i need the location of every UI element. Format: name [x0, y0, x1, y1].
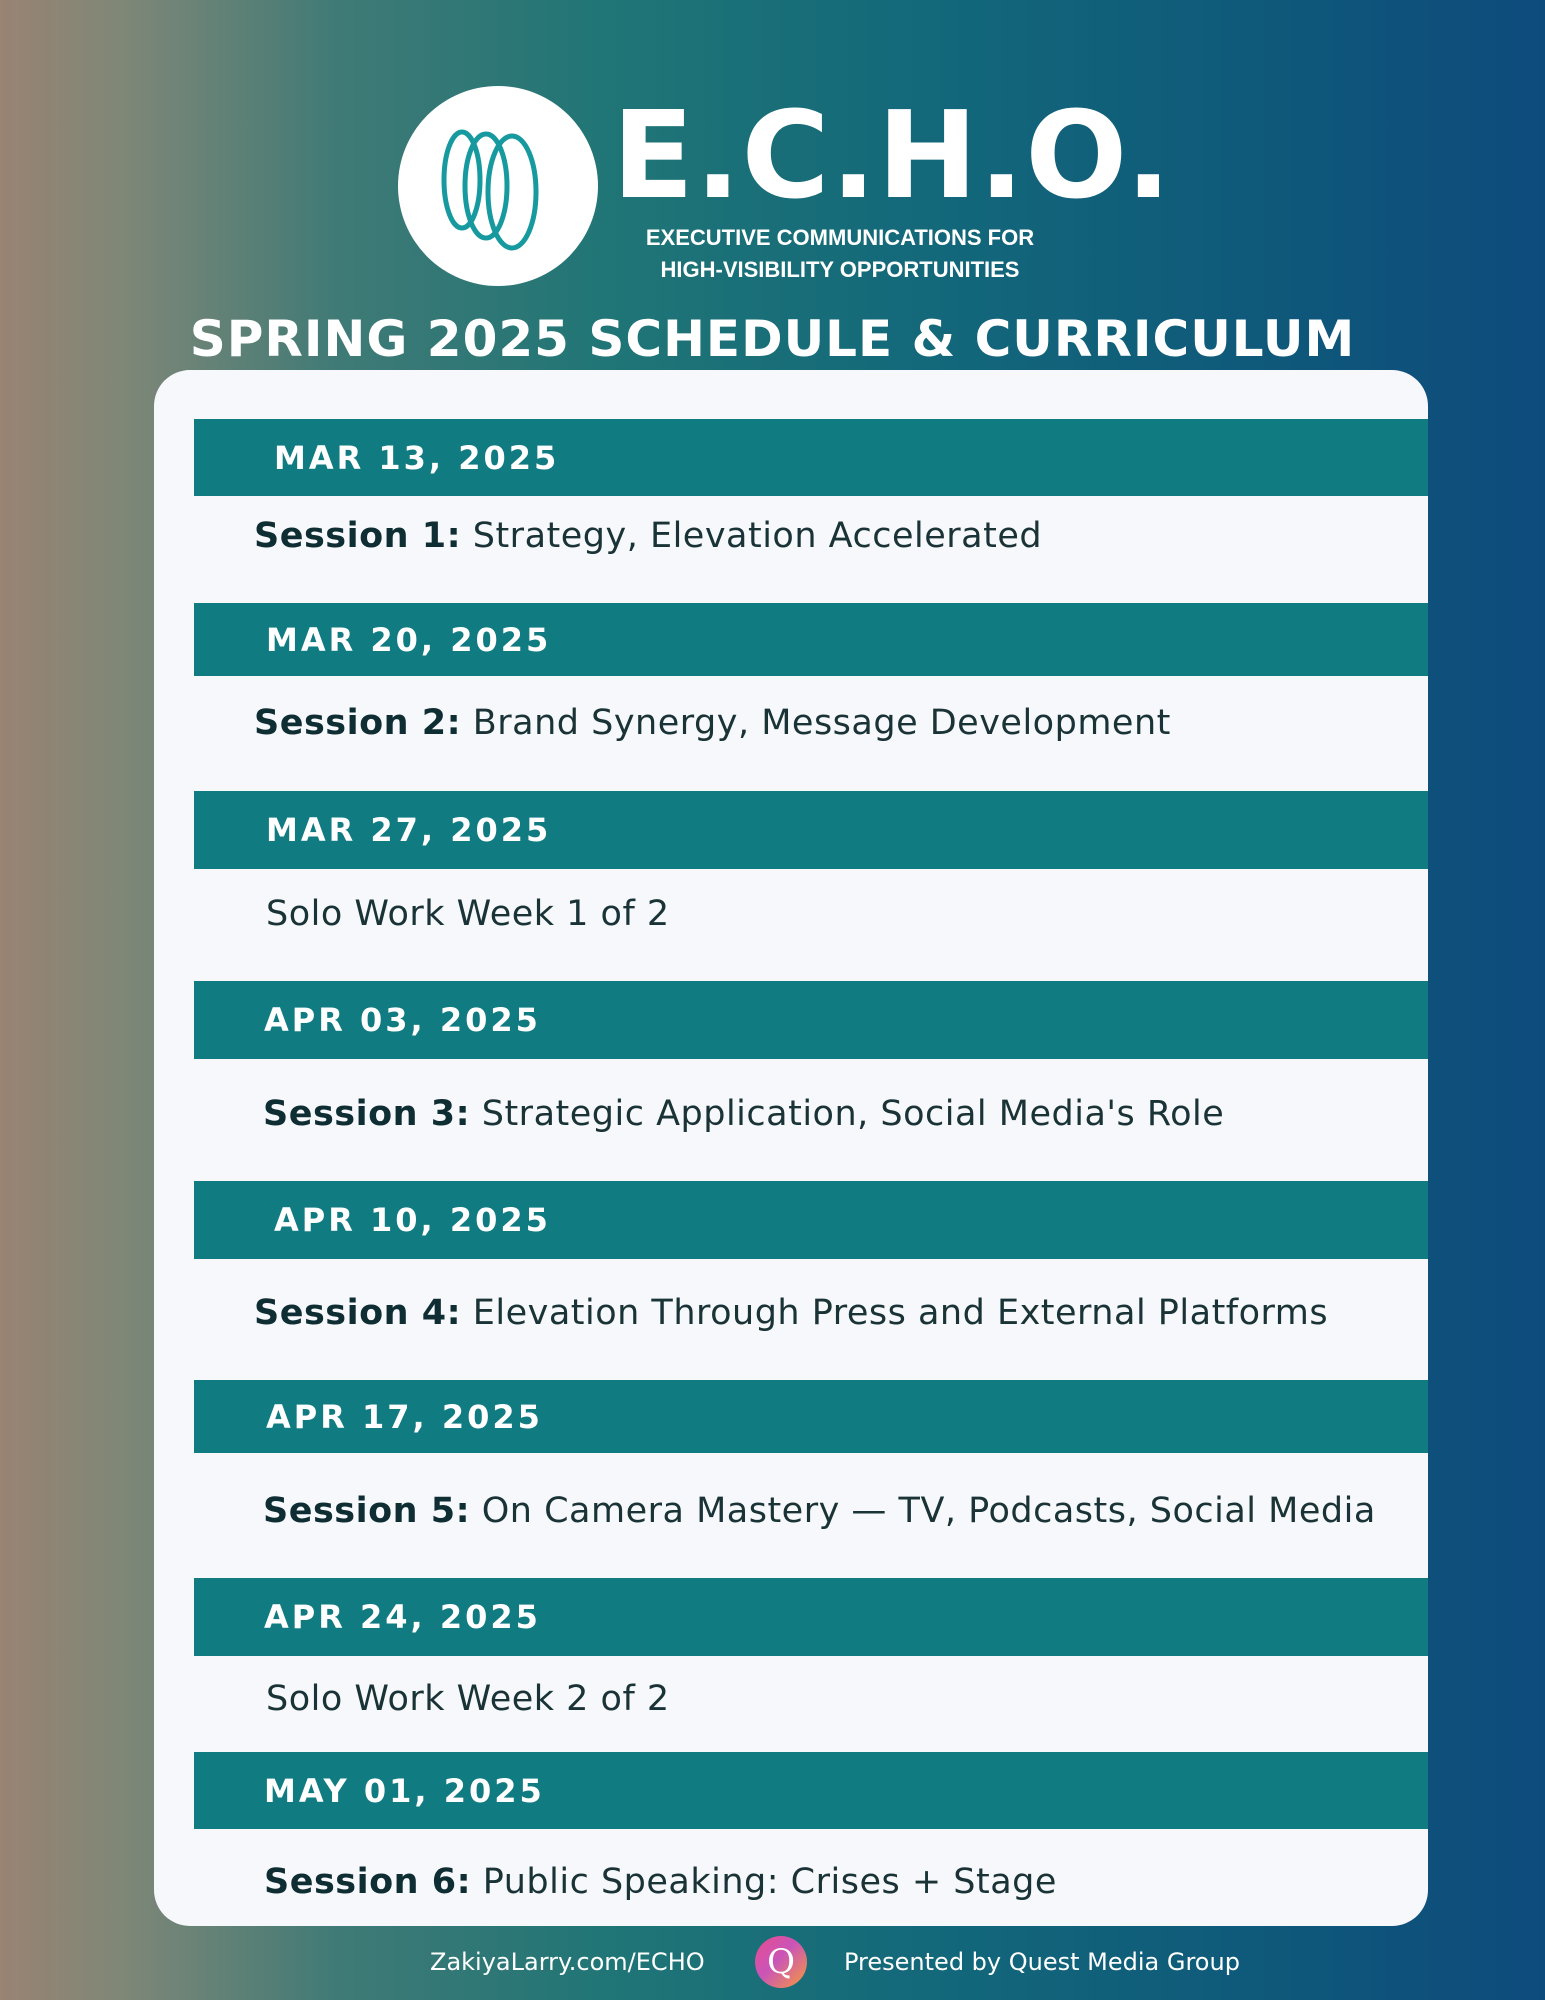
session-label: Session 6: — [264, 1862, 472, 1902]
page-title: SPRING 2025 SCHEDULE & CURRICULUM — [189, 310, 1356, 368]
session-label: Session 3: — [263, 1094, 471, 1134]
date-bar — [194, 603, 1428, 676]
footer-presented-by: Presented by Quest Media Group — [844, 1948, 1240, 1976]
date-label: APR 03, 2025 — [264, 1001, 541, 1039]
session-row — [263, 1489, 1376, 1533]
session-topic: Solo Work Week 1 of 2 — [266, 894, 670, 934]
session-row — [254, 701, 1171, 745]
date-bar — [194, 1752, 1428, 1829]
echo-logo-mark — [398, 86, 598, 286]
session-topic: Strategic Application, Social Media's Role — [470, 1094, 1225, 1134]
date-label: MAR 20, 2025 — [266, 620, 552, 659]
session-row — [266, 1677, 670, 1721]
date-bar — [194, 1578, 1428, 1656]
date-bar — [194, 419, 1428, 496]
session-label: Session 4: — [254, 1293, 462, 1333]
session-topic: Solo Work Week 2 of 2 — [266, 1679, 670, 1719]
session-row — [266, 892, 670, 936]
date-bar — [194, 1181, 1428, 1259]
date-label: MAY 01, 2025 — [264, 1771, 545, 1810]
brand-name: E.C.H.O. — [612, 87, 1173, 226]
quest-logo-icon: Q — [755, 1936, 807, 1988]
session-label: Session 1: — [254, 516, 462, 556]
date-label: APR 24, 2025 — [264, 1598, 541, 1636]
date-bar — [194, 791, 1428, 869]
ellipses-icon — [398, 86, 598, 286]
session-row — [254, 514, 1042, 558]
session-row — [264, 1860, 1057, 1904]
date-label: APR 10, 2025 — [274, 1201, 551, 1239]
brand-tagline-line2: HIGH-VISIBILITY OPPORTUNITIES — [660, 257, 1020, 282]
session-topic: Strategy, Elevation Accelerated — [461, 516, 1043, 556]
session-label: Session 2: — [254, 703, 462, 743]
session-label: Session 5: — [263, 1491, 471, 1531]
session-topic: Elevation Through Press and External Platforms — [461, 1293, 1329, 1333]
session-topic: On Camera Mastery — TV, Podcasts, Social Media — [470, 1491, 1376, 1531]
date-label: MAR 27, 2025 — [266, 811, 552, 849]
session-row — [263, 1092, 1224, 1136]
session-topic: Brand Synergy, Message Development — [461, 703, 1171, 743]
brand-tagline-line1: EXECUTIVE COMMUNICATIONS FOR — [645, 225, 1035, 250]
session-topic: Public Speaking: Crises + Stage — [471, 1862, 1057, 1902]
date-bar — [194, 981, 1428, 1059]
session-row — [254, 1291, 1328, 1335]
brand-tagline — [592, 222, 1088, 286]
date-bar — [194, 1380, 1428, 1453]
footer-website[interactable]: ZakiyaLarry.com/ECHO — [430, 1948, 705, 1976]
date-label: APR 17, 2025 — [266, 1397, 543, 1436]
date-label: MAR 13, 2025 — [274, 438, 560, 477]
